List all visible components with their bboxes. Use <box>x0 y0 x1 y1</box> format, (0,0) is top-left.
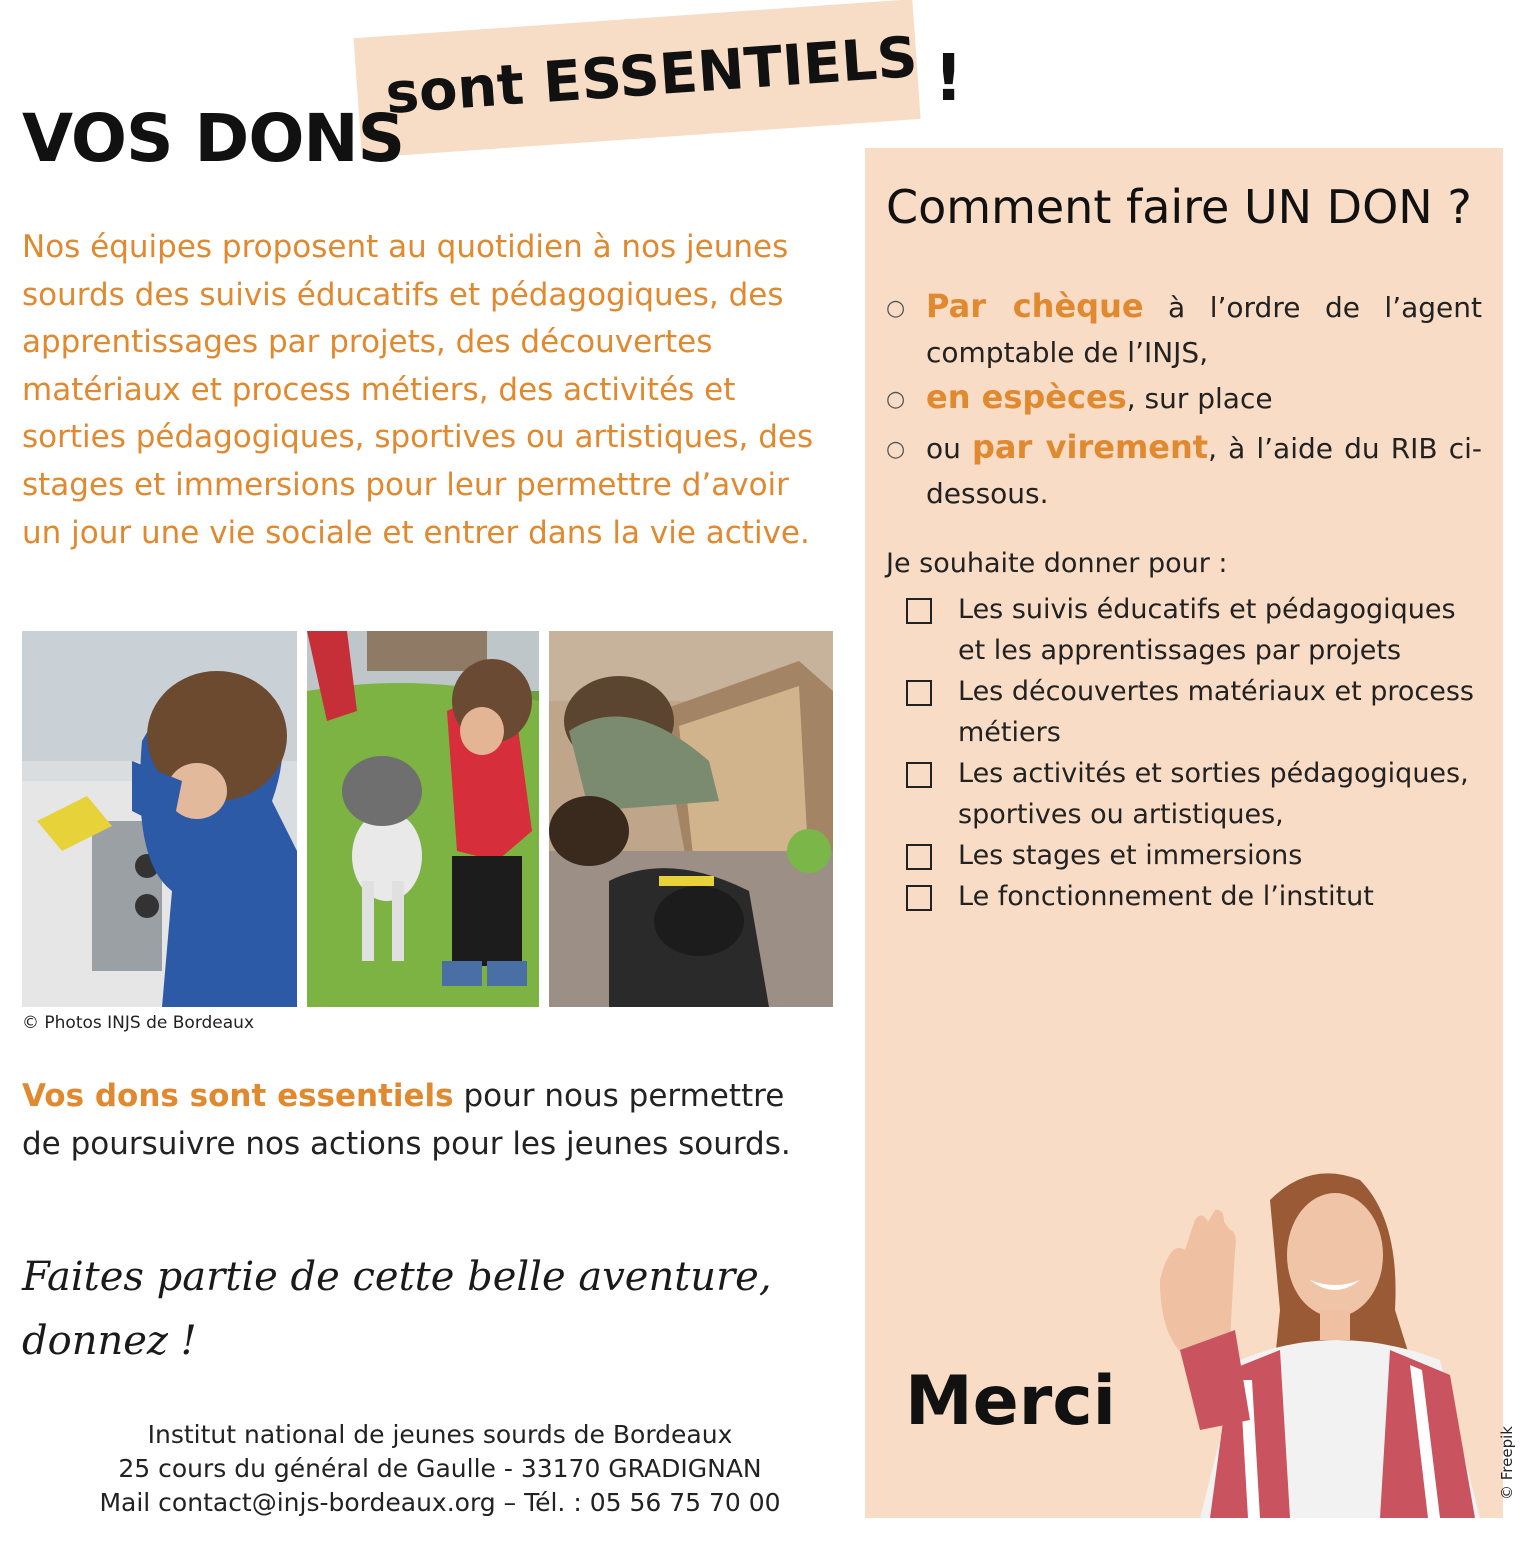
purpose-option[interactable] <box>906 835 1486 876</box>
circle-bullet-icon: ○ <box>886 387 906 412</box>
checkbox-icon[interactable] <box>906 598 932 624</box>
purpose-label: Les suivis éducatifs et pédagogiques et les apprentissages par projets <box>958 594 1456 666</box>
method-highlight: en espèces <box>926 378 1127 416</box>
checkbox-icon[interactable] <box>906 844 932 870</box>
panel-title: Comment faire UN DON ? <box>886 180 1472 234</box>
method-cheque: ○ Par chèque à l’ordre de l’agent comptable de l’INJS, <box>886 284 1482 375</box>
essential-paragraph <box>22 1073 822 1168</box>
footer-address <box>40 1418 840 1520</box>
photo-woodwork <box>549 631 833 1007</box>
purpose-option[interactable] <box>906 671 1486 753</box>
donation-methods <box>886 284 1482 516</box>
freepik-credit: © Freepik <box>1498 1426 1516 1500</box>
essential-text: pour nous permettre de poursuivre nos actions pour les jeunes sourds. <box>22 1078 791 1162</box>
purpose-option[interactable] <box>906 589 1486 671</box>
woman-waving-image <box>1140 1160 1503 1518</box>
purpose-label: Le fonctionnement de l’institut <box>958 881 1374 912</box>
circle-bullet-icon: ○ <box>886 437 906 462</box>
photo-workshop <box>22 631 297 1007</box>
page-title: VOS DONS <box>22 100 405 177</box>
photo-credit: © Photos INJS de Bordeaux <box>22 1013 255 1033</box>
purpose-option[interactable] <box>906 876 1486 917</box>
purpose-option[interactable] <box>906 753 1486 835</box>
method-transfer: ○ ou par virement, à l’aide du RIB ci-dessous. <box>886 425 1482 516</box>
footer-institute: Institut national de jeunes sourds de Bordeaux <box>147 1420 733 1449</box>
donation-purpose-list <box>906 589 1486 917</box>
purpose-label: Les stages et immersions <box>958 840 1303 871</box>
photo-dog <box>307 631 539 1007</box>
method-cash: ○ en espèces, sur place <box>886 375 1482 425</box>
checkbox-icon[interactable] <box>906 885 932 911</box>
call-to-action: Faites partie de cette belle aventure, donnez ! <box>22 1254 772 1364</box>
footer-street: 25 cours du général de Gaulle - 33170 GRADIGNAN <box>118 1454 762 1483</box>
essential-highlight: Vos dons sont essentiels <box>22 1078 454 1114</box>
thank-you-text: Merci <box>905 1362 1116 1441</box>
method-highlight: Par chèque <box>926 287 1144 325</box>
checkbox-icon[interactable] <box>906 762 932 788</box>
checkbox-icon[interactable] <box>906 680 932 706</box>
wish-label: Je souhaite donner pour : <box>886 548 1228 579</box>
page-subtitle: sont ESSENTIELS <box>383 24 920 128</box>
method-highlight: par virement <box>972 428 1209 466</box>
circle-bullet-icon: ○ <box>886 296 906 321</box>
footer-contact: Mail contact@injs-bordeaux.org – Tél. : 05 56 75 70 00 <box>99 1488 781 1517</box>
title-exclamation: ! <box>934 42 964 116</box>
purpose-label: Les découvertes matériaux et process métiers <box>958 676 1474 748</box>
intro-paragraph: Nos équipes proposent au quotidien à nos jeunes sourds des suivis éducatifs et pédagogiques, des apprentissages par projets, des découvertes matériaux et process métiers, des activités et sorties pédagogiques, sportives ou artistiques, des stages et immersions pour leur permettre d’avoir un jour une vie sociale et entrer dans la vie active. <box>22 229 814 551</box>
purpose-label: Les activités et sorties pédagogiques, sportives ou artistiques, <box>958 758 1469 830</box>
